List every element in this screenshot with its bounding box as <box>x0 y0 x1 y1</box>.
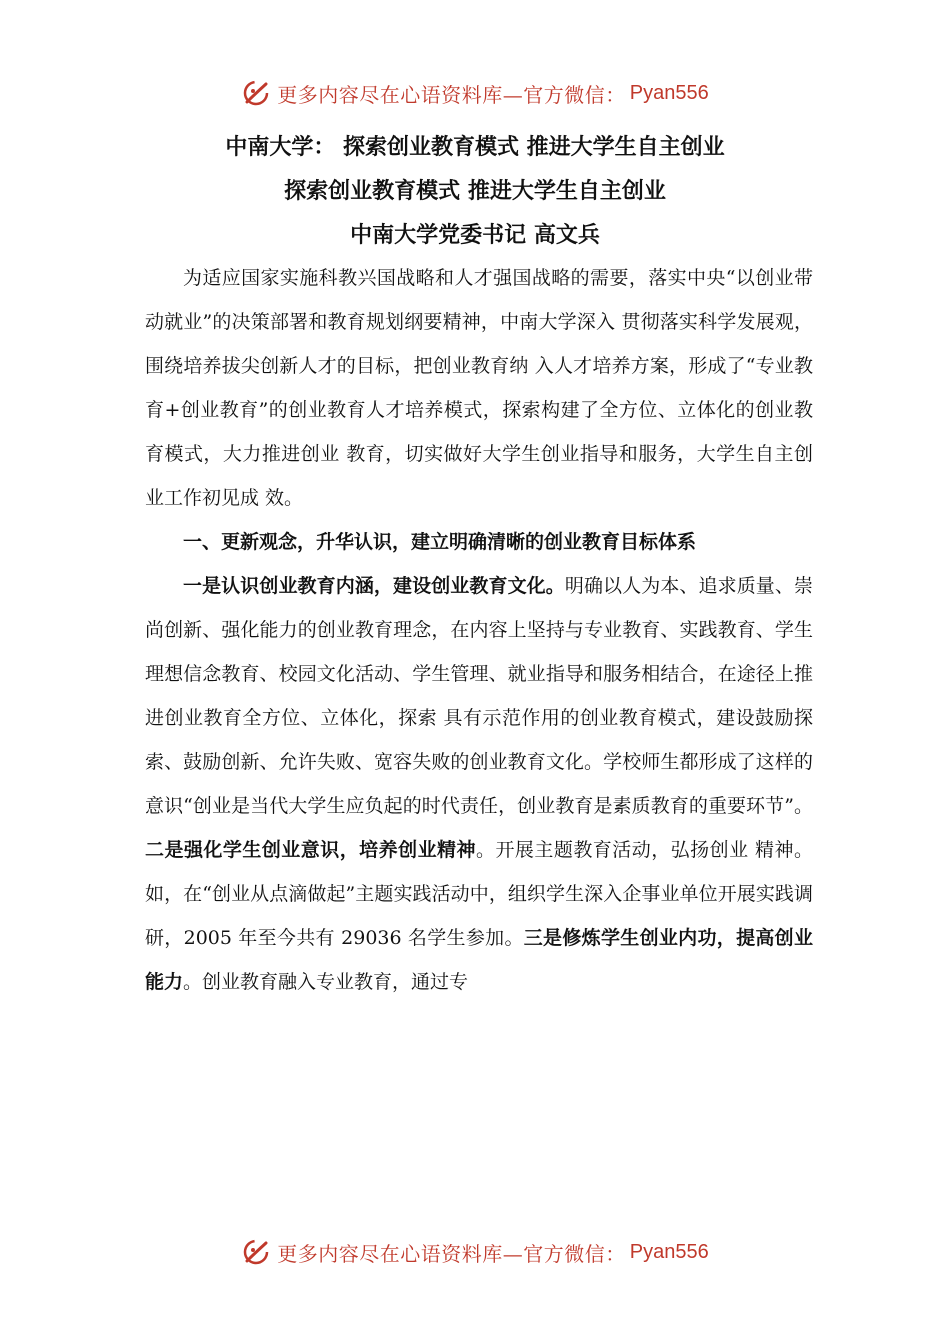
paragraph-text-2: 。开展主题教育活动，弘扬创业 精神。如，在“创业从点滴做起”主题实践活动中，组织学生深入企事业单位开展实践调研，2005 年至今共有 29036 名学生参加。 <box>145 839 813 949</box>
section-heading: 一、更新观念，升华认识，建立明确清晰的创业教育目标体系 <box>183 531 697 553</box>
paragraph-text-3: 。创业教育融入专业教育，通过专 <box>183 971 469 993</box>
brush-logo-icon <box>241 1237 271 1267</box>
watermark-header <box>0 75 950 111</box>
watermark-text: 更多内容尽在心语资料库—官方微信： <box>277 1241 626 1266</box>
paragraph-text-1: 明确以人为本、追求质量、崇尚创新、强化能力的创业教育理念，在内容上坚持与专业教育、实践教育、学生理想信念教育、校园文化活动、学生管理、就业指导和服务相结合，在途径上推进创业教育全方位、立体化，探索 具有示范作用的创业教育模式，建设鼓励探索、鼓励创新、允许失败、宽容失败的创业教育文化。学校师生都形成了这样的意识“创业是当代大学生应负起的时代责任，创业教育是素质教育的重要环节”。 <box>145 575 813 817</box>
bold-lead-2: 二是强化学生创业意识，培养创业精神 <box>145 839 476 861</box>
main-title: 中南大学： 探索创业教育模式 推进大学生自主创业 <box>225 135 725 160</box>
intro-paragraph: 为适应国家实施科教兴国战略和人才强国战略的需要，落实中央“以创业带动就业”的决策部署和教育规划纲要精神，中南大学深入 贯彻落实科学发展观，围绕培养拔尖创新人才的目标，把创业教育纳 入人才培养方案，形成了“专业教育+创业教育”的创业教育人才培养模式，探索构建了全方位、立体化的创业教育模式，大力推进创业 教育，切实做好大学生创业指导和服务，大学生自主创业工作初见成 效。 <box>145 267 813 509</box>
watermark-wechat-id: Pyan556 <box>629 81 709 104</box>
bold-lead-3: 三是修炼学生创业内功，提高创业能力 <box>145 927 813 993</box>
watermark-footer <box>0 1234 950 1270</box>
document-body <box>145 256 813 1004</box>
body-paragraph <box>145 564 813 1004</box>
watermark-wechat-id: Pyan556 <box>629 1240 709 1263</box>
author-line: 中南大学党委书记 高文兵 <box>350 223 600 248</box>
brush-logo-icon <box>241 78 271 108</box>
title-block <box>0 126 950 258</box>
subtitle: 探索创业教育模式 推进大学生自主创业 <box>284 179 666 204</box>
watermark-text: 更多内容尽在心语资料库—官方微信： <box>277 82 626 107</box>
bold-lead-1: 一是认识创业教育内涵，建设创业教育文化。 <box>183 575 565 597</box>
